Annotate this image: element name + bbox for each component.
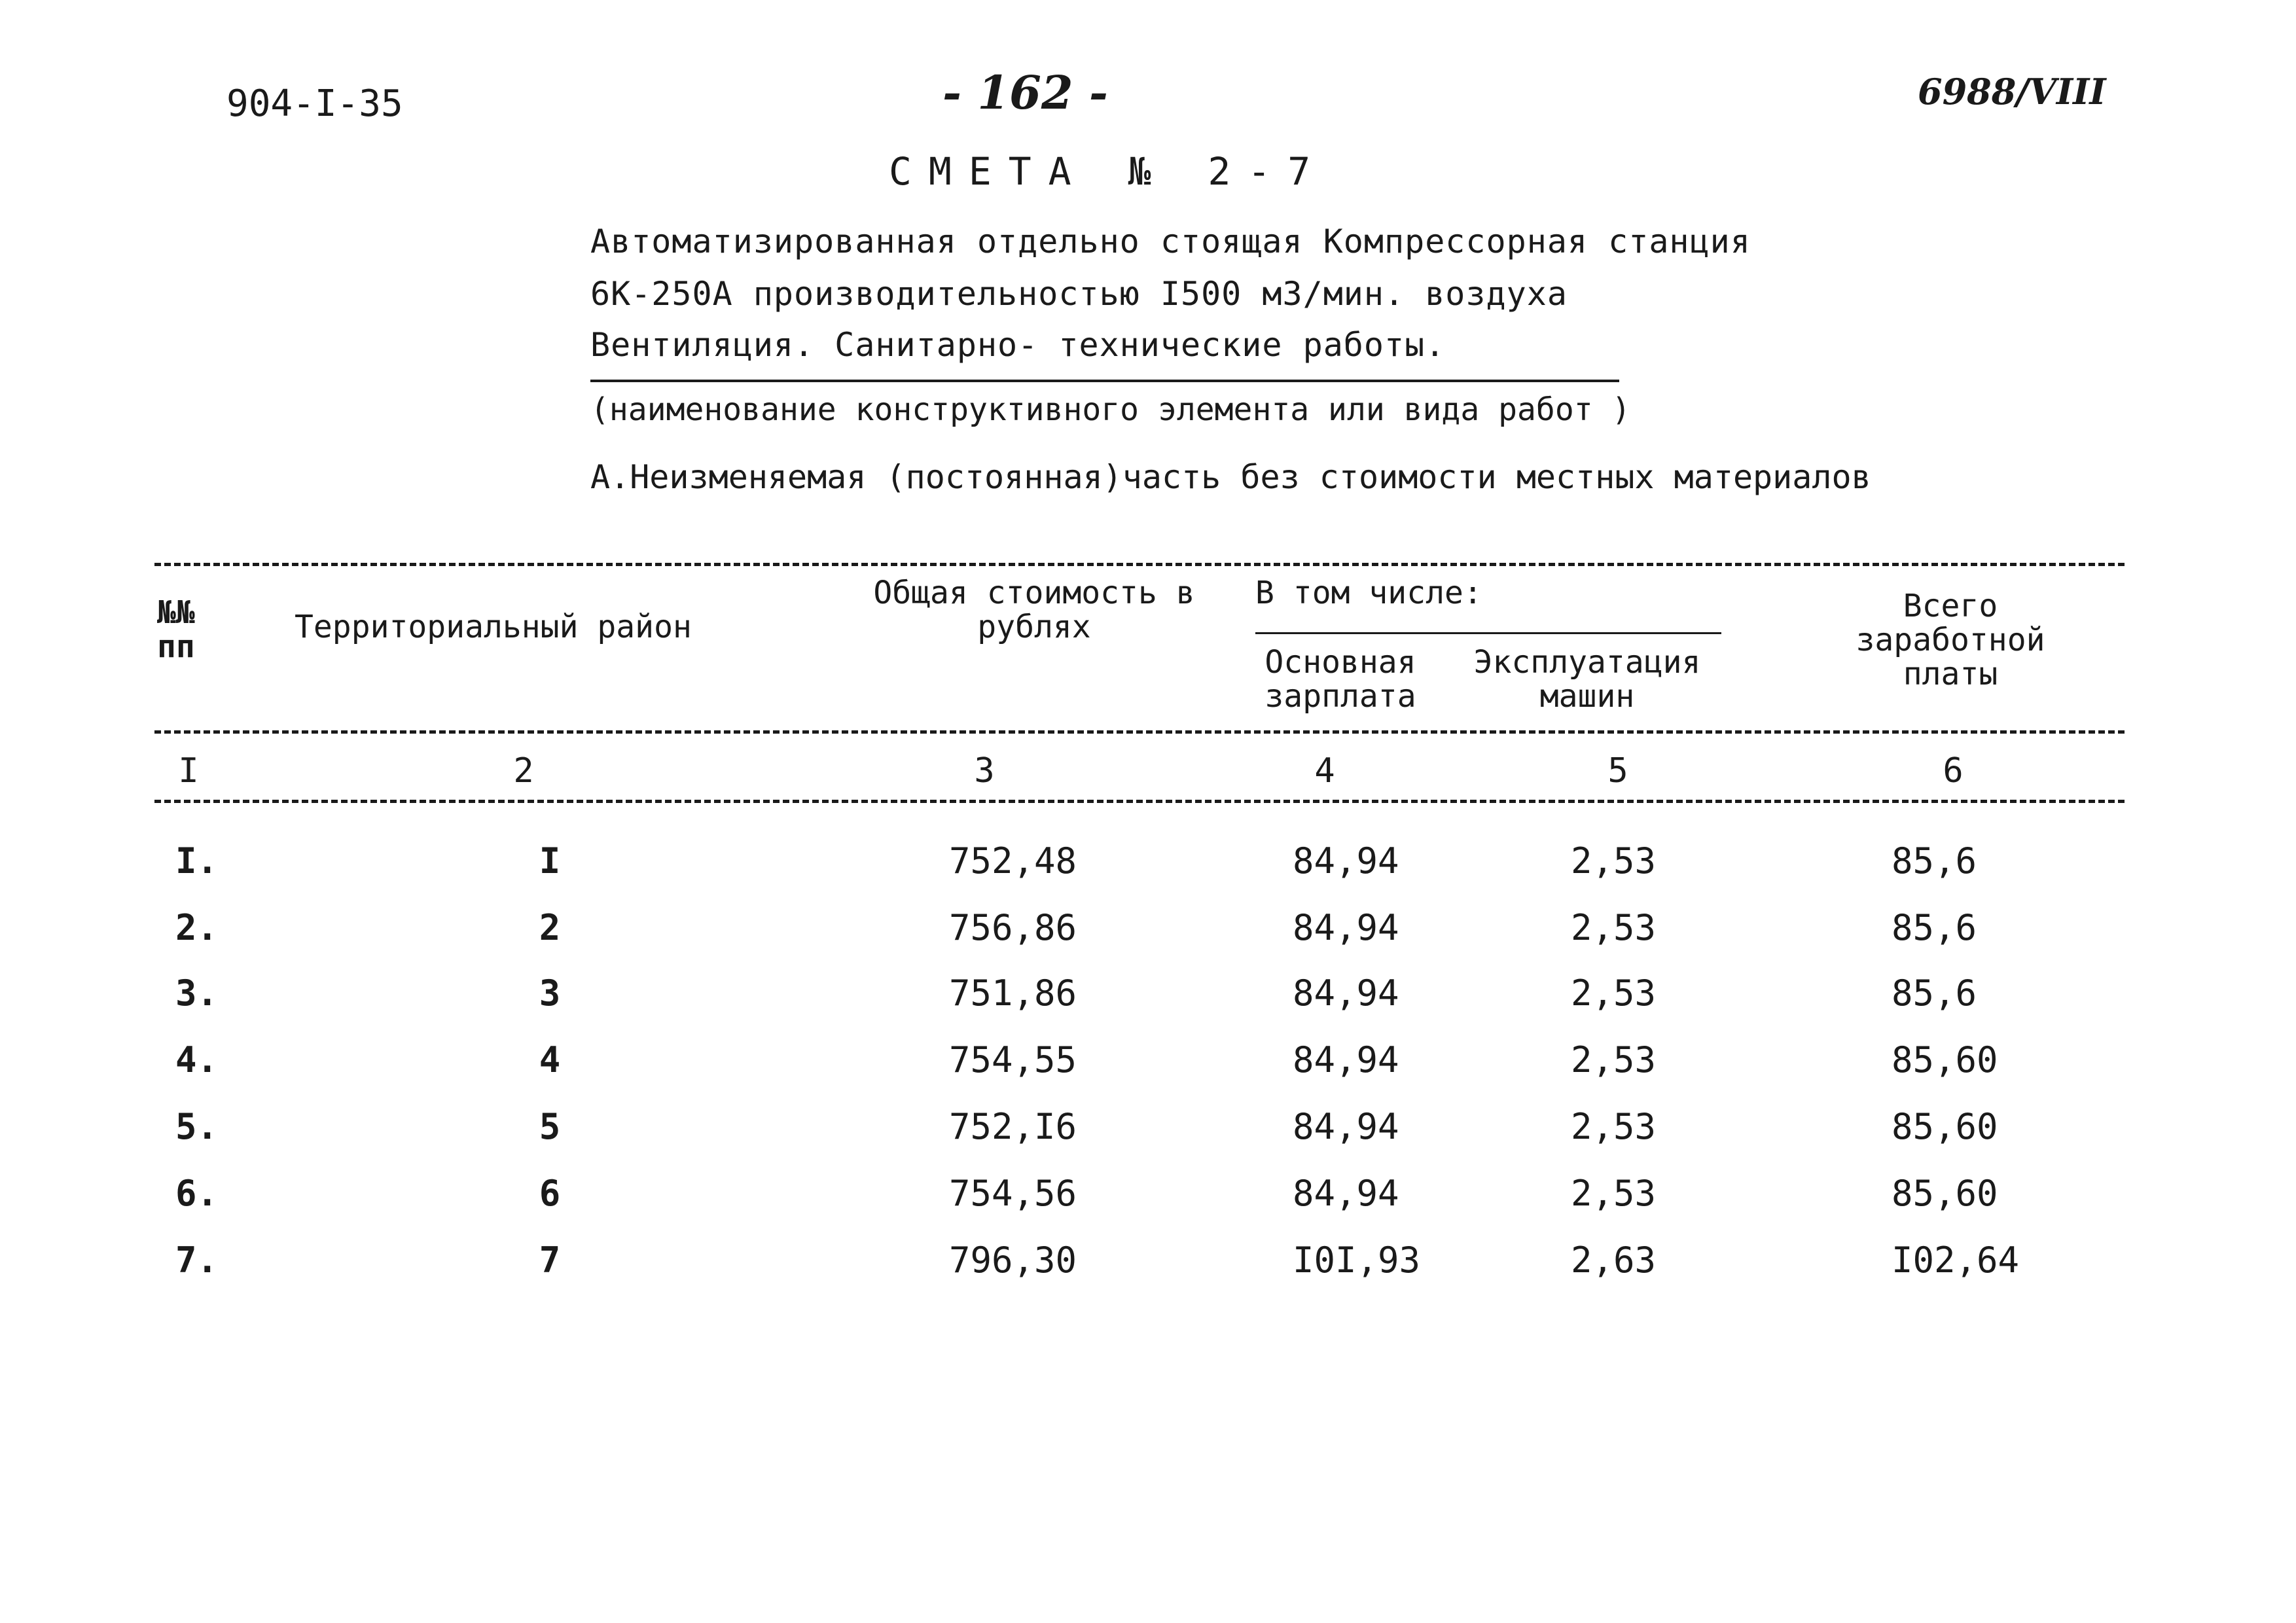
header-total-wage: Всего заработной платы	[1856, 588, 2045, 692]
row-number: I.	[175, 840, 219, 882]
row-basic-wage: 84,94	[1293, 907, 1399, 948]
row-total-cost: 796,30	[949, 1240, 1077, 1281]
row-number: 4.	[175, 1039, 219, 1080]
row-number: 3.	[175, 972, 219, 1014]
row-region: 6	[539, 1173, 561, 1214]
column-number-5: 5	[1607, 751, 1628, 791]
document-code: 904-I-35	[226, 82, 403, 125]
row-total-wage: 85,6	[1892, 907, 1977, 948]
header-machine-operation: Эксплуатация машин	[1473, 644, 1701, 715]
column-number-3: 3	[974, 751, 995, 791]
row-total-wage: 85,6	[1892, 972, 1977, 1014]
row-total-wage: 85,60	[1892, 1173, 1998, 1214]
row-number: 2.	[175, 907, 219, 948]
table-row	[0, 972, 2296, 1038]
row-total-cost: 754,56	[949, 1173, 1077, 1214]
row-total-cost: 754,55	[949, 1039, 1077, 1080]
row-basic-wage: 84,94	[1293, 1173, 1399, 1214]
row-total-cost: 756,86	[949, 907, 1077, 948]
row-machine-operation: 2,53	[1571, 840, 1657, 882]
row-region: 2	[539, 907, 561, 948]
row-number: 5.	[175, 1106, 219, 1147]
row-region: 3	[539, 972, 561, 1014]
row-total-wage: I02,64	[1892, 1240, 2020, 1281]
table-row	[0, 1106, 2296, 1171]
row-number: 7.	[175, 1240, 219, 1281]
header-total-cost: Общая стоимость в рублях	[873, 575, 1195, 645]
row-total-cost: 752,48	[949, 840, 1077, 882]
caption-rule	[590, 380, 1619, 382]
header-basic-wage: Основная зарплата	[1265, 644, 1416, 715]
row-region: I	[539, 840, 561, 882]
row-total-wage: 85,6	[1892, 840, 1977, 882]
row-total-wage: 85,60	[1892, 1039, 1998, 1080]
description-line-2: 6К-250А производительностью I500 м3/мин. воздуха	[590, 275, 1568, 313]
header-bottom-rule	[154, 730, 2125, 734]
part-heading: А.Неизменяемая (постоянная)часть без стоимости местных материалов	[590, 458, 1871, 496]
row-basic-wage: 84,94	[1293, 972, 1399, 1014]
document-title: СМЕТА № 2-7	[889, 149, 1328, 194]
row-region: 5	[539, 1106, 561, 1147]
row-basic-wage: 84,94	[1293, 840, 1399, 882]
table-row	[0, 1173, 2296, 1238]
row-total-cost: 751,86	[949, 972, 1077, 1014]
row-basic-wage: 84,94	[1293, 1039, 1399, 1080]
column-number-4: 4	[1314, 751, 1335, 791]
table-top-rule	[154, 563, 2125, 566]
archive-number: 6988/VIII	[1918, 71, 2106, 113]
row-number: 6.	[175, 1173, 219, 1214]
row-total-cost: 752,I6	[949, 1106, 1077, 1147]
table-row	[0, 840, 2296, 906]
row-region: 7	[539, 1240, 561, 1281]
row-region: 4	[539, 1039, 561, 1080]
including-rule	[1255, 632, 1721, 634]
column-number-2: 2	[513, 751, 534, 791]
row-basic-wage: 84,94	[1293, 1106, 1399, 1147]
row-machine-operation: 2,63	[1571, 1240, 1657, 1281]
header-including: В том числе:	[1255, 575, 1482, 611]
row-machine-operation: 2,53	[1571, 972, 1657, 1014]
table-row	[0, 1039, 2296, 1105]
description-line-3: Вентиляция. Санитарно- технические работы.	[590, 326, 1446, 364]
row-total-wage: 85,60	[1892, 1106, 1998, 1147]
page-number: - 162 -	[942, 65, 1108, 120]
row-machine-operation: 2,53	[1571, 907, 1657, 948]
row-machine-operation: 2,53	[1571, 1106, 1657, 1147]
column-numbers-rule	[154, 800, 2125, 803]
column-number-6: 6	[1943, 751, 1964, 791]
header-number: №№ пп	[157, 594, 195, 665]
column-number-1: I	[178, 751, 199, 791]
row-machine-operation: 2,53	[1571, 1039, 1657, 1080]
table-row	[0, 1240, 2296, 1305]
caption: (наименование конструктивного элемента или вида работ )	[590, 391, 1631, 428]
table-row	[0, 907, 2296, 972]
row-basic-wage: I0I,93	[1293, 1240, 1421, 1281]
description-line-1: Автоматизированная отдельно стоящая Компрессорная станция	[590, 223, 1751, 260]
row-machine-operation: 2,53	[1571, 1173, 1657, 1214]
header-region: Территориальный район	[295, 609, 692, 645]
